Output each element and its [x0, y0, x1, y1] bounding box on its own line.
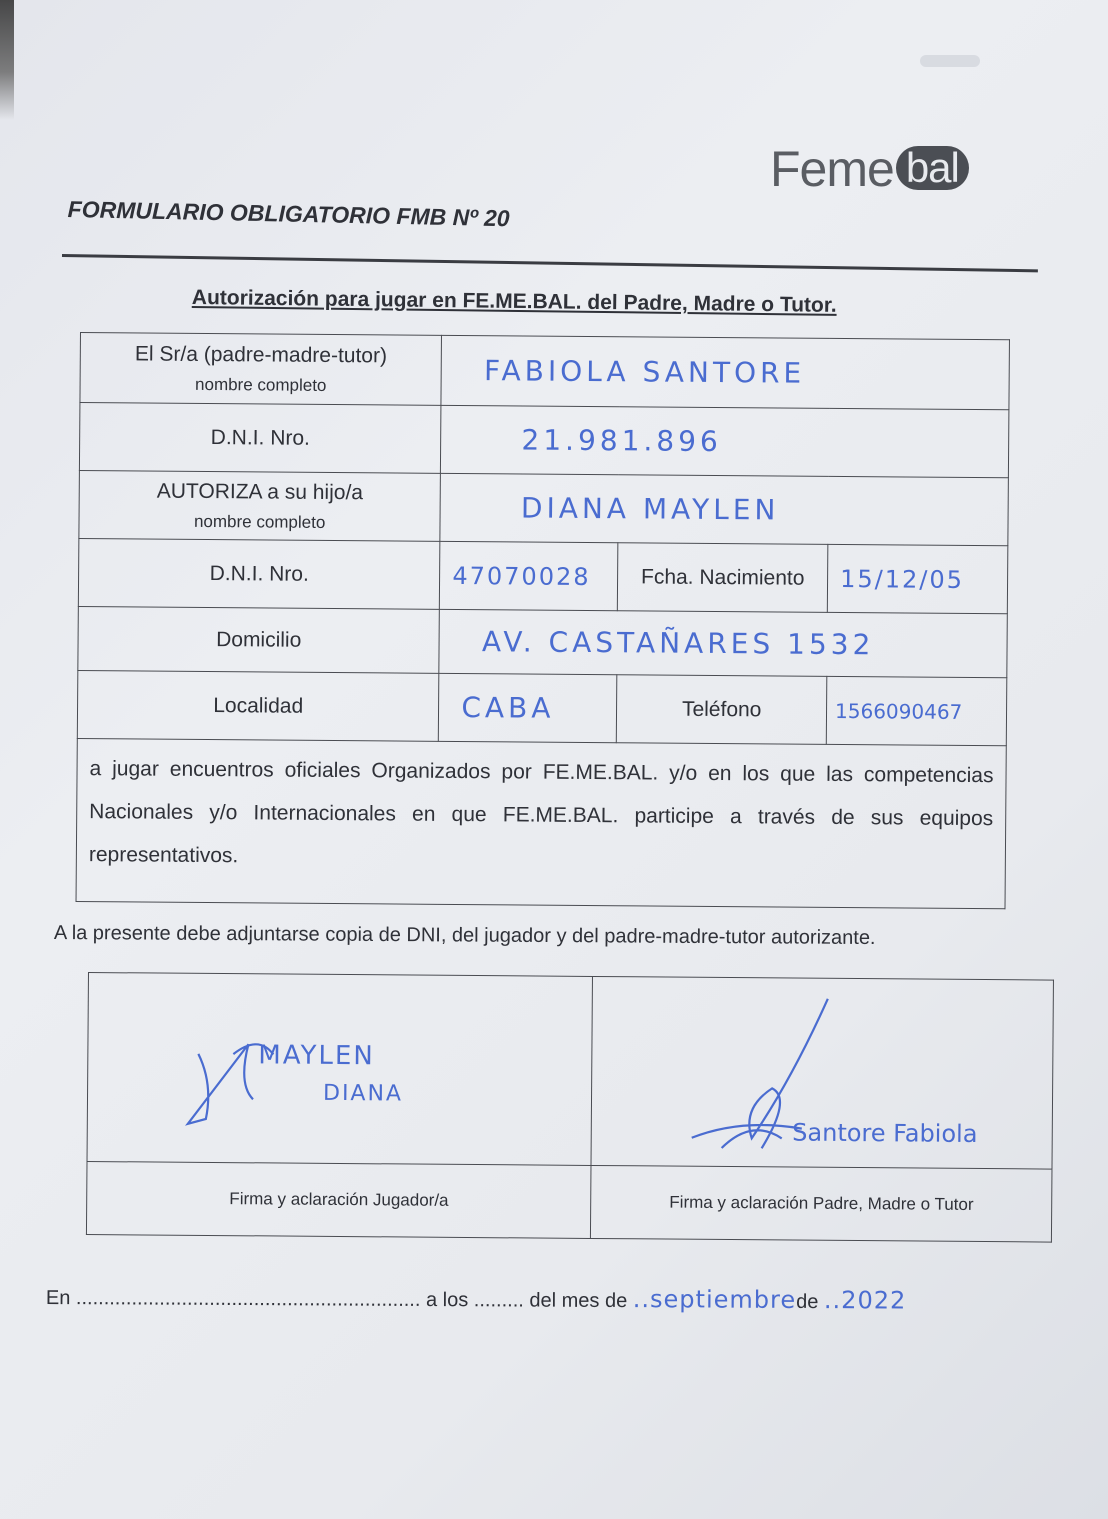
table-row: [80, 333, 1010, 410]
logo-pill: bal: [896, 146, 969, 190]
birth-date-label: Fcha. Nacimiento: [618, 543, 828, 613]
locality-label: Localidad: [77, 670, 439, 741]
authorization-paragraph: a jugar encuentros oficiales Organizados por FE.ME.BAL. y/o en los que las competencias Nacionales y/o Internacionales en que FE.ME.BAL. participe a través de sus equipos representativos.: [76, 738, 1006, 908]
femebal-logo: [770, 140, 1030, 210]
parent-name-label-cell: [80, 333, 442, 406]
phone-label: Teléfono: [617, 675, 827, 745]
day-dots: .........: [473, 1289, 524, 1312]
date-a-los: a los: [425, 1288, 469, 1312]
form-subtitle: Autorización para jugar en FE.ME.BAL. del Padre, Madre o Tutor.: [191, 286, 837, 317]
address-value: AV. CASTAÑARES 1532: [439, 609, 1007, 677]
attachment-note: A la presente debe adjuntarse copia de DNI, del jugador y del padre-madre-tutor autorizante.: [53, 922, 876, 950]
child-name-label-cell: [79, 470, 441, 541]
child-name-label: AUTORIZA a su hijo/a: [156, 479, 364, 504]
parent-dni-value: 21.981.896: [441, 405, 1009, 477]
player-signature-cell: [87, 973, 593, 1166]
address-label: Domicilio: [78, 606, 440, 673]
table-row: [78, 538, 1008, 613]
table-row: [79, 403, 1009, 478]
title-divider: [62, 254, 1038, 272]
logo-text: Feme: [770, 141, 894, 197]
month-value: ..septiembre: [632, 1285, 797, 1314]
child-dni-value: 47070028: [440, 541, 618, 610]
table-row: [77, 670, 1007, 745]
date-de: de: [796, 1290, 819, 1314]
date-del-mes: del mes de: [529, 1289, 628, 1313]
place-dots: ..............................................................: [75, 1287, 421, 1311]
child-name-value: DIANA MAYLEN: [440, 473, 1008, 545]
page-corner-shadow: [0, 0, 14, 120]
parent-name-value: FABIOLA SANTORE: [441, 335, 1009, 409]
parent-dni-label: D.N.I. Nro.: [79, 403, 441, 474]
birth-date-value: 15/12/05: [827, 544, 1007, 613]
faint-mark: [920, 55, 980, 67]
signature-table: [86, 972, 1054, 1238]
date-line: [46, 1282, 907, 1315]
child-dni-label: D.N.I. Nro.: [78, 538, 440, 609]
parent-name-label: El Sr/a (padre-madre-tutor): [134, 341, 388, 367]
parent-name-sublabel: nombre completo: [195, 374, 327, 395]
form-title: FORMULARIO OBLIGATORIO FMB Nº 20: [67, 196, 510, 232]
child-name-sublabel: nombre completo: [193, 511, 326, 532]
date-prefix: En: [45, 1286, 71, 1310]
player-signature-name: MAYLEN: [258, 1040, 375, 1072]
locality-value: CABA: [439, 673, 617, 742]
parent-signature-cell: [591, 976, 1053, 1169]
table-row: [76, 738, 1006, 908]
year-value: ..2022: [823, 1286, 907, 1315]
player-signature-caption: Firma y aclaración Jugador/a: [86, 1161, 591, 1238]
table-row: [78, 606, 1007, 677]
table-row: [86, 1161, 1052, 1242]
phone-value: 1566090467: [826, 676, 1006, 745]
parent-signature-caption: Firma y aclaración Padre, Madre o Tutor: [591, 1165, 1052, 1242]
table-row: [79, 470, 1009, 545]
parent-signature-name: Santore Fabiola: [792, 1118, 978, 1148]
authorization-table: [76, 332, 1010, 909]
player-signature-surname: DIANA: [322, 1080, 404, 1107]
table-row: [87, 973, 1053, 1170]
